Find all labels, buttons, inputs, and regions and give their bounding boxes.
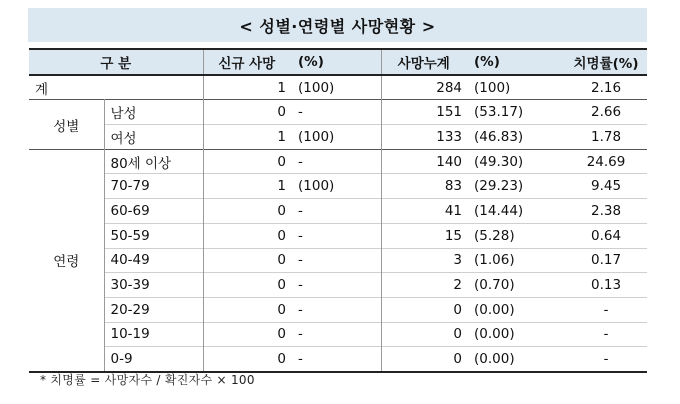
cell-cum-pct: (14.44) — [474, 202, 524, 219]
row-label: 계 — [35, 81, 49, 98]
cell-cum: 133 — [381, 125, 466, 150]
cell-cum: 0 — [381, 347, 466, 372]
cell-cfr: 0.64 — [590, 227, 622, 244]
cell-new: 0 — [203, 100, 290, 125]
group-label-age: 연령 — [53, 254, 80, 271]
cell-new: 1 — [203, 174, 290, 199]
row-label: 여성 — [104, 125, 203, 150]
cell-cum: 0 — [381, 297, 466, 322]
cell-cum: 3 — [381, 248, 466, 273]
cell-cfr: 2.66 — [590, 104, 622, 121]
header-cum-pct: (%) — [466, 49, 565, 75]
cell-cfr: 2.16 — [590, 79, 622, 96]
table-row — [29, 322, 647, 347]
cell-cfr: 0.13 — [590, 277, 622, 294]
cell-cfr: 24.69 — [586, 153, 626, 170]
death-stats-table — [29, 48, 647, 373]
table-row — [29, 248, 647, 273]
header-category: 구 분 — [29, 49, 203, 75]
cell-new-pct: - — [298, 153, 303, 170]
cell-new-pct: - — [298, 301, 303, 318]
row-label: 20-29 — [104, 297, 203, 322]
cell-cum-pct: (0.70) — [474, 277, 515, 294]
row-label: 60-69 — [104, 199, 203, 224]
table-row — [29, 273, 647, 298]
cell-cfr: 2.38 — [590, 202, 622, 219]
cell-new-pct: (100) — [298, 128, 335, 145]
cell-new-pct: - — [298, 227, 303, 244]
row-label: 40-49 — [104, 248, 203, 273]
cell-new-pct: - — [298, 351, 303, 368]
cell-cfr: - — [603, 351, 609, 368]
cell-new-pct: - — [298, 277, 303, 294]
cell-cum: 83 — [381, 174, 466, 199]
table-row — [29, 223, 647, 248]
row-label: 70-79 — [104, 174, 203, 199]
cell-cum-pct: (0.00) — [474, 351, 515, 368]
cell-new: 0 — [203, 223, 290, 248]
cell-new: 0 — [203, 322, 290, 347]
cell-cum: 41 — [381, 199, 466, 224]
cell-new-pct: - — [298, 104, 303, 121]
cell-cum-pct: (1.06) — [474, 252, 515, 269]
cell-new-pct: - — [298, 326, 303, 343]
cell-cum: 0 — [381, 322, 466, 347]
row-label: 0-9 — [104, 347, 203, 372]
cell-new-pct: - — [298, 202, 303, 219]
cell-cfr: - — [603, 326, 609, 343]
cell-new: 0 — [203, 347, 290, 372]
group-label-sex: 성별 — [53, 118, 80, 135]
header-new-pct: (%) — [290, 49, 381, 75]
table-row — [29, 149, 647, 174]
cell-new: 0 — [203, 248, 290, 273]
cell-cfr: 9.45 — [590, 178, 622, 195]
cell-new: 0 — [203, 199, 290, 224]
cell-cum-pct: (5.28) — [474, 227, 515, 244]
cell-cum: 2 — [381, 273, 466, 298]
table-row-total — [29, 75, 647, 100]
row-label: 10-19 — [104, 322, 203, 347]
table-row — [29, 100, 647, 125]
cell-new-pct: (100) — [298, 79, 335, 96]
cell-new: 1 — [203, 75, 290, 100]
cell-cum-pct: (29.23) — [474, 178, 524, 195]
cell-cum-pct: (0.00) — [474, 326, 515, 343]
header-cum-deaths: 사망누계 — [381, 49, 466, 75]
cell-cum: 151 — [381, 100, 466, 125]
row-label: 남성 — [104, 100, 203, 125]
table-row — [29, 125, 647, 150]
table-row — [29, 174, 647, 199]
cell-cum-pct: (53.17) — [474, 104, 524, 121]
cell-cfr: - — [603, 301, 609, 318]
cell-new: 0 — [203, 149, 290, 174]
row-label: 30-39 — [104, 273, 203, 298]
cell-new: 1 — [203, 125, 290, 150]
row-label: 50-59 — [104, 223, 203, 248]
page-title: < 성별·연령별 사망현황 > — [28, 8, 647, 42]
table-row — [29, 297, 647, 322]
row-label: 80세 이상 — [104, 149, 203, 174]
table-row — [29, 199, 647, 224]
cell-new: 0 — [203, 273, 290, 298]
cell-new-pct: (100) — [298, 178, 335, 195]
header-fatality-rate: 치명률(%) — [565, 49, 647, 75]
cell-cum: 140 — [381, 149, 466, 174]
cell-new: 0 — [203, 297, 290, 322]
cell-new-pct: - — [298, 252, 303, 269]
cell-cum: 15 — [381, 223, 466, 248]
cell-cum-pct: (46.83) — [474, 128, 524, 145]
cell-cfr: 0.17 — [590, 252, 622, 269]
cell-cum: 284 — [381, 75, 466, 100]
cell-cum-pct: (49.30) — [474, 153, 524, 170]
footnote: * 치명률 = 사망자수 / 확진자수 × 100 — [40, 373, 255, 387]
header-new-deaths: 신규 사망 — [203, 49, 290, 75]
cell-cum-pct: (0.00) — [474, 301, 515, 318]
cell-cfr: 1.78 — [590, 128, 622, 145]
cell-cum-pct: (100) — [474, 79, 511, 96]
table-header-row — [29, 49, 647, 75]
table-row — [29, 347, 647, 372]
